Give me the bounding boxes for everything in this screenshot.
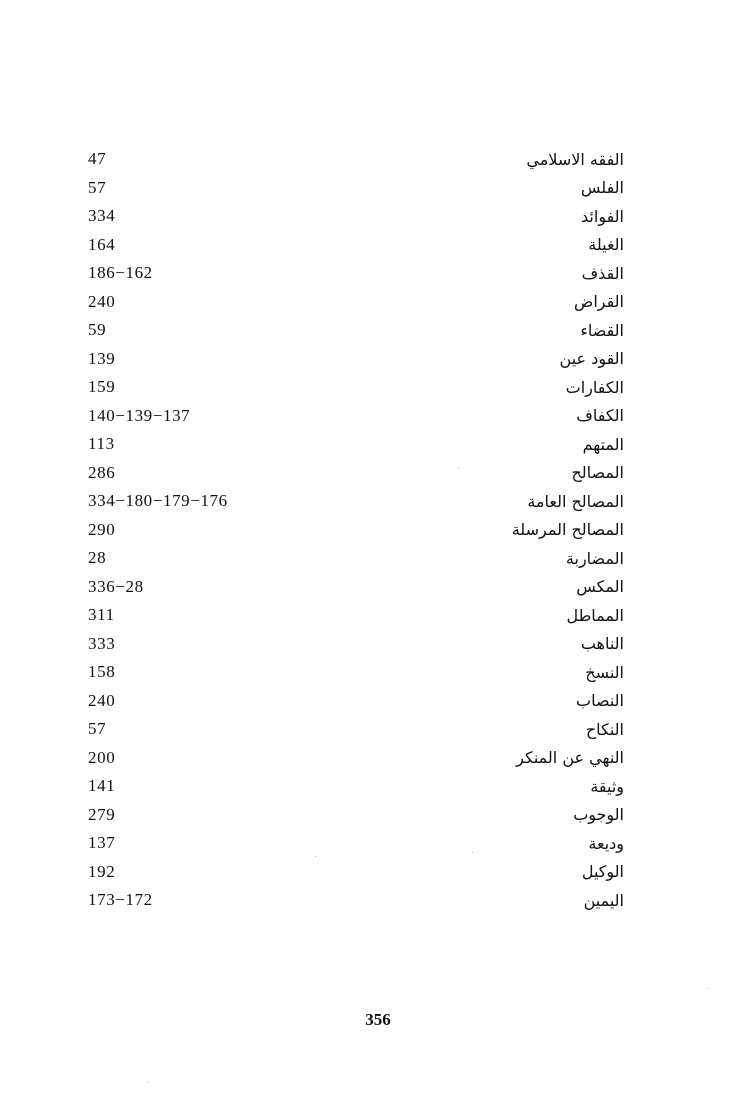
entry-term: القضاء bbox=[580, 320, 624, 340]
scan-speck bbox=[472, 852, 473, 853]
entry-page-numbers: 286 bbox=[88, 462, 116, 482]
index-entry bbox=[88, 573, 624, 602]
entry-term: النهي عن المنكر bbox=[516, 748, 624, 768]
entry-page-numbers: 311 bbox=[88, 605, 115, 625]
scan-speck bbox=[707, 988, 708, 989]
entry-page-numbers: 186−162 bbox=[88, 263, 153, 283]
entry-term: النسخ bbox=[585, 662, 624, 682]
entry-page-numbers: 113 bbox=[88, 434, 115, 454]
index-entry bbox=[88, 430, 624, 459]
entry-page-numbers: 334−180−179−176 bbox=[88, 491, 228, 511]
index-entry bbox=[88, 715, 624, 744]
entry-term: القراض bbox=[573, 292, 624, 312]
entry-page-numbers: 141 bbox=[88, 776, 116, 796]
index-list bbox=[88, 145, 624, 915]
entry-page-numbers: 279 bbox=[88, 804, 116, 824]
entry-term: الفقه الاسلامي bbox=[526, 149, 624, 169]
entry-term: المصالح bbox=[571, 463, 624, 483]
entry-term: النصاب bbox=[576, 691, 624, 711]
scan-speck bbox=[458, 467, 459, 468]
entry-page-numbers: 137 bbox=[88, 833, 116, 853]
index-entry bbox=[88, 601, 624, 630]
index-entry bbox=[88, 516, 624, 545]
entry-page-numbers: 192 bbox=[88, 861, 116, 881]
entry-term: المضاربة bbox=[565, 548, 624, 568]
entry-term: اليمين bbox=[583, 890, 624, 910]
index-entry bbox=[88, 687, 624, 716]
entry-term: الغيلة bbox=[588, 235, 624, 255]
entry-term: الفلس bbox=[580, 178, 624, 198]
entry-page-numbers: 139 bbox=[88, 348, 116, 368]
entry-term: الناهب bbox=[580, 634, 624, 654]
entry-term: القذف bbox=[581, 263, 624, 283]
index-entry bbox=[88, 316, 624, 345]
index-entry bbox=[88, 487, 624, 516]
entry-term: القود عين bbox=[559, 349, 624, 369]
scan-speck bbox=[148, 1082, 149, 1083]
entry-page-numbers: 47 bbox=[88, 149, 107, 169]
entry-page-numbers: 59 bbox=[88, 320, 107, 340]
index-entry bbox=[88, 402, 624, 431]
entry-page-numbers: 57 bbox=[88, 719, 107, 739]
index-entry bbox=[88, 202, 624, 231]
entry-page-numbers: 164 bbox=[88, 234, 116, 254]
entry-page-numbers: 140−139−137 bbox=[88, 405, 191, 425]
entry-page-numbers: 240 bbox=[88, 690, 116, 710]
entry-term: المكس bbox=[576, 577, 624, 597]
index-entry bbox=[88, 259, 624, 288]
entry-term: المتهم bbox=[582, 434, 624, 454]
index-entry bbox=[88, 174, 624, 203]
index-entry bbox=[88, 231, 624, 260]
entry-term: الفوائد bbox=[581, 206, 624, 226]
index-entry bbox=[88, 858, 624, 887]
entry-page-numbers: 173−172 bbox=[88, 890, 153, 910]
index-entry bbox=[88, 544, 624, 573]
entry-term: الوكيل bbox=[581, 862, 624, 882]
entry-term: الوجوب bbox=[573, 805, 624, 825]
entry-term: وثيقة bbox=[590, 776, 624, 796]
index-entry bbox=[88, 658, 624, 687]
entry-term: المصالح العامة bbox=[527, 491, 624, 511]
entry-term: وديعة bbox=[588, 833, 624, 853]
page-number: 356 bbox=[365, 1010, 391, 1029]
index-entry bbox=[88, 345, 624, 374]
index-entry bbox=[88, 829, 624, 858]
index-entry bbox=[88, 744, 624, 773]
index-entry bbox=[88, 630, 624, 659]
entry-page-numbers: 158 bbox=[88, 662, 116, 682]
entry-page-numbers: 333 bbox=[88, 633, 116, 653]
entry-page-numbers: 28 bbox=[88, 548, 107, 568]
entry-term: الكفاف bbox=[576, 406, 624, 426]
entry-page-numbers: 159 bbox=[88, 377, 116, 397]
index-entry bbox=[88, 801, 624, 830]
entry-page-numbers: 290 bbox=[88, 519, 116, 539]
index-entry bbox=[88, 145, 624, 174]
scan-speck bbox=[315, 856, 316, 857]
entry-page-numbers: 240 bbox=[88, 291, 116, 311]
entry-page-numbers: 57 bbox=[88, 177, 107, 197]
entry-term: المماطل bbox=[566, 605, 624, 625]
entry-page-numbers: 334 bbox=[88, 206, 116, 226]
index-entry bbox=[88, 886, 624, 915]
entry-page-numbers: 200 bbox=[88, 747, 116, 767]
entry-page-numbers: 336−28 bbox=[88, 576, 144, 596]
entry-term: الكفارات bbox=[565, 377, 624, 397]
index-entry bbox=[88, 373, 624, 402]
index-entry bbox=[88, 772, 624, 801]
index-entry bbox=[88, 288, 624, 317]
entry-term: النكاح bbox=[585, 719, 624, 739]
entry-term: المصالح المرسلة bbox=[511, 520, 624, 540]
index-entry bbox=[88, 459, 624, 488]
